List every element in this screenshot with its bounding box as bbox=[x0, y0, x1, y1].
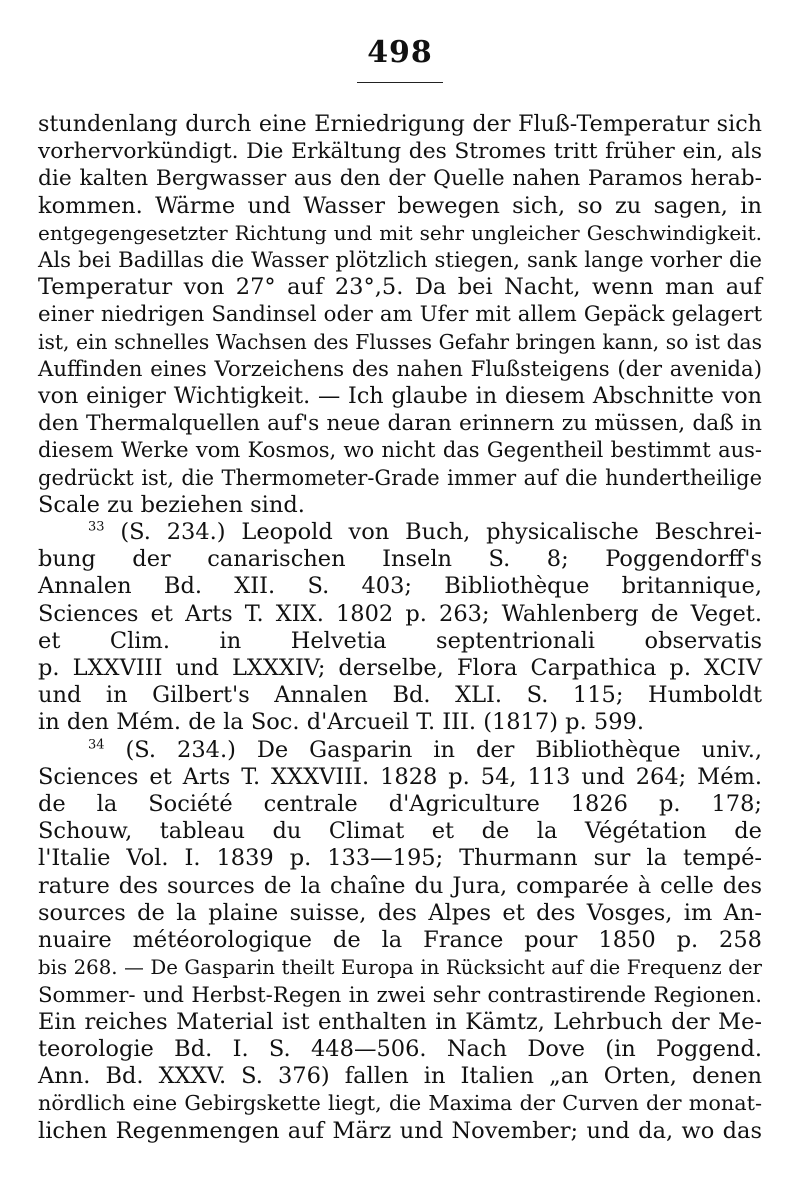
text-line: Temperatur von 27° auf 23°,5. Da bei Nacht, wenn man auf bbox=[38, 274, 762, 301]
text-line: Sciences et Arts T. XIX. 1802 p. 263; Wahlenberg de Veget. bbox=[38, 600, 762, 627]
text-line: stundenlang durch eine Erniedrigung der Fluß-Temperatur sich bbox=[38, 111, 762, 137]
main-paragraph bbox=[38, 111, 762, 519]
text-line: bung der canarischen Inseln S. 8; Poggendorff's bbox=[38, 546, 762, 573]
text-line: Sommer- und Herbst-Regen in zwei sehr contrastirende Regionen. bbox=[38, 982, 762, 1008]
text-line: Annalen Bd. XII. S. 403; Bibliothèque britannique, bbox=[38, 573, 762, 600]
text-line: rature des sources de la chaîne du Jura, comparée à celle des bbox=[38, 872, 762, 899]
text-line: Ann. Bd. XXXV. S. 376) fallen in Italien „an Orten, denen bbox=[38, 1063, 762, 1090]
text-line: Auffinden eines Vorzeichens des nahen Flußsteigens (der avenida) bbox=[38, 356, 762, 382]
text-line: et Clim. in Helvetia septentrionali observatis bbox=[38, 627, 762, 654]
text-line: bis 268. — De Gasparin theilt Europa in Rücksicht auf die Frequenz der bbox=[38, 956, 762, 980]
text-line: Scale zu beziehen sind. bbox=[38, 491, 305, 518]
text-line: nördlich eine Gebirgskette liegt, die Maxima der Curven der monat- bbox=[38, 1091, 762, 1116]
text-line: einer niedrigen Sandinsel oder am Ufer mit allem Gepäck gelagert bbox=[38, 302, 762, 328]
text-line: die kalten Bergwasser aus den der Quelle nahen Paramos herab- bbox=[38, 166, 762, 192]
note-marker: 34 bbox=[88, 737, 105, 753]
text-line: kommen. Wärme und Wasser bewegen sich, so zu sagen, in bbox=[38, 192, 762, 219]
page-number: 498 bbox=[367, 35, 433, 70]
text-line: den Thermalquellen auf's neue daran erinnern zu müssen, daß in bbox=[38, 411, 762, 437]
text-line: in den Mém. de la Soc. d'Arcueil T. III. (1817) p. 599. bbox=[38, 709, 644, 736]
note-marker: 33 bbox=[88, 519, 105, 535]
text-line: de la Société centrale d'Agriculture 1826 p. 178; bbox=[38, 791, 762, 818]
text-line: Ein reiches Material ist enthalten in Kämtz, Lehrbuch der Me- bbox=[38, 1008, 762, 1035]
note-33 bbox=[38, 519, 762, 737]
text-line: diesem Werke vom Kosmos, wo nicht das Gegentheil bestimmt aus- bbox=[38, 438, 762, 463]
text-line: l'Italie Vol. I. 1839 p. 133—195; Thurmann sur la tempé- bbox=[38, 845, 762, 872]
note-text: (S. 234.) Leopold von Buch, physicalische Beschrei- bbox=[120, 519, 762, 546]
text-line: vorhervorkündigt. Die Erkältung des Stromes tritt früher ein, als bbox=[38, 139, 762, 165]
text-line: ist, ein schnelles Wachsen des Flusses Gefahr bringen kann, so ist das bbox=[38, 329, 762, 354]
text-line: sources de la plaine suisse, des Alpes et des Vosges, im An- bbox=[38, 899, 762, 926]
page-body bbox=[38, 111, 762, 1145]
text-line: Sciences et Arts T. XXXVIII. 1828 p. 54, 113 und 264; Mém. bbox=[38, 763, 762, 790]
text-line: Als bei Badillas die Wasser plötzlich stiegen, sank lange vorher die bbox=[38, 248, 762, 274]
text-line: Schouw, tableau du Climat et de la Végétation de bbox=[38, 818, 762, 845]
note-34 bbox=[38, 737, 762, 1145]
text-line: nuaire météorologique de la France pour 1850 p. 258 bbox=[38, 927, 762, 954]
text-line: und in Gilbert's Annalen Bd. XLI. S. 115; Humboldt bbox=[38, 682, 762, 709]
text-line: entgegengesetzter Richtung und mit sehr ungleicher Geschwindigkeit. bbox=[38, 220, 762, 245]
header-rule bbox=[357, 82, 443, 83]
note-first-line bbox=[38, 519, 762, 546]
note-first-line bbox=[38, 737, 762, 764]
text-line: teorologie Bd. I. S. 448—506. Nach Dove (in Poggend. bbox=[38, 1035, 762, 1062]
text-line: lichen Regenmengen auf März und November; und da, wo das bbox=[38, 1117, 762, 1144]
text-line: von einiger Wichtigkeit. — Ich glaube in diesem Abschnitte von bbox=[38, 383, 762, 410]
text-line: p. LXXVIII und LXXXIV; derselbe, Flora Carpathica p. XCIV bbox=[38, 655, 762, 682]
note-text: (S. 234.) De Gasparin in der Bibliothèque univ., bbox=[125, 736, 762, 763]
text-line: gedrückt ist, die Thermometer-Grade immer auf die hundertheilige bbox=[38, 465, 762, 490]
